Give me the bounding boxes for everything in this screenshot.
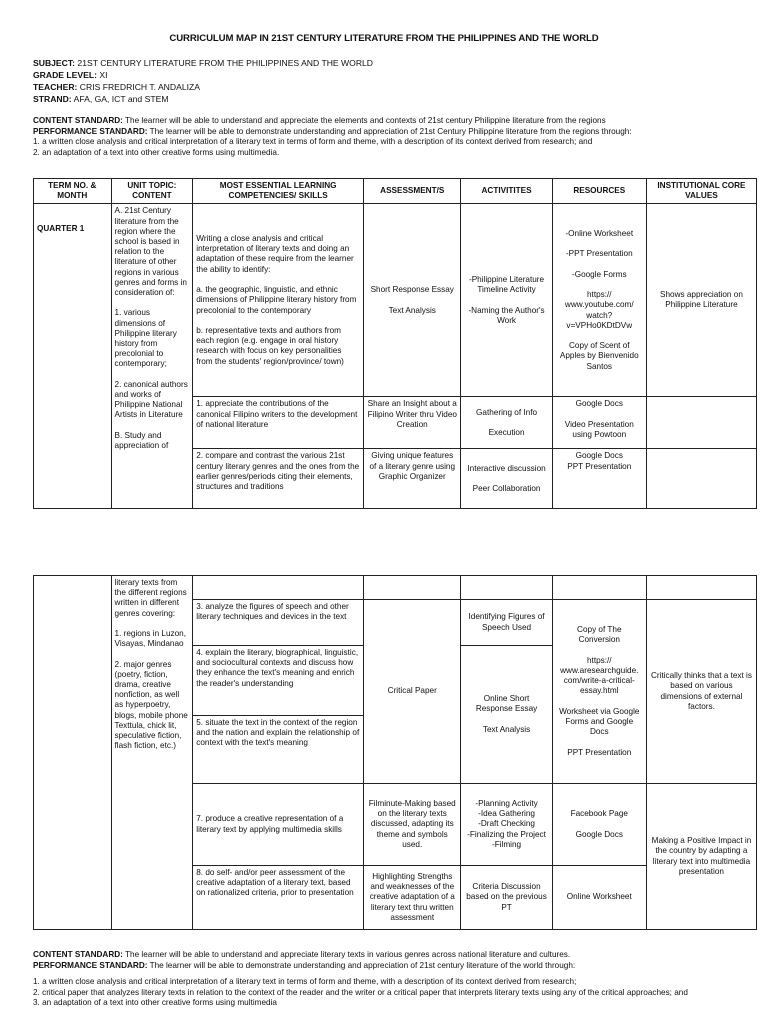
curriculum-table-1 bbox=[33, 178, 757, 509]
standard-item: 3. an adaptation of a text into other creative forms using multimedia bbox=[33, 998, 277, 1007]
content-standard: CONTENT STANDARD: The learner will be able to understand and appreciate literary texts in various genres across national literature and cultures. bbox=[33, 950, 571, 959]
core-values-cell: Critically thinks that a text is based on various dimensions of external factors. bbox=[646, 600, 756, 784]
performance-standard: PERFORMANCE STANDARD: The learner will be able to demonstrate understanding and appreciation of 21st Century Philippine literature from the regions through: bbox=[33, 126, 632, 136]
unit-topic-cell: A. 21st Century literature from the region where the school is based in relation to the literature of other regions in various genres and forms in consideration of: 1. various dimensions of Philippine literary history from precolonial to contemporary; 2. canonical authors and works of Philippine National Artists in Literature B. Study and appreciation of bbox=[111, 204, 193, 509]
competency-cell: Writing a close analysis and critical interpretation of literary texts and doing an adaptation of these require from the learner the ability to identify: a. the geographic, linguistic, and ethnic dimensions of Philippine literary history from precolonial to the contemporary b. representative texts and authors from each region (e.g. engage in oral history research with focus on key personalities from the students' region/province/ town) bbox=[193, 204, 364, 397]
resources-cell: Copy of The Conversion https:// www.aresearchguide. com/write-a-critical- essay.html Worksheet via Google Forms and Google Docs PPT Presentation bbox=[552, 600, 646, 784]
quarter2-standards bbox=[33, 950, 763, 1009]
assessment-cell: Short Response Essay Text Analysis bbox=[364, 204, 461, 397]
competency-cell: 1. appreciate the contributions of the canonical Filipino writers to the development of national literature bbox=[193, 397, 364, 449]
header-core-values: INSTITUTIONAL CORE VALUES bbox=[646, 179, 756, 204]
standard-item: 2. an adaptation of a text into other creative forms using multimedia. bbox=[33, 147, 280, 157]
assessment-cell: Critical Paper bbox=[364, 600, 461, 784]
activity-cell: -Philippine Literature Timeline Activity -Naming the Author's Work bbox=[461, 204, 552, 397]
strand-line: STRAND: AFA, GA, ICT and STEM bbox=[33, 94, 169, 104]
competency-cell: 7. produce a creative representation of a literary text by applying multimedia skills bbox=[193, 784, 364, 866]
teacher-line: TEACHER: CRIS FREDRICH T. ANDALIZA bbox=[33, 82, 200, 92]
activity-cell: Online Short Response Essay Text Analysis bbox=[461, 646, 552, 784]
content-standard: CONTENT STANDARD: The learner will be able to understand and appreciate the elements and contexts of 21st century Philippine literature from the regions bbox=[33, 116, 606, 125]
activity-cell: Gathering of Info Execution bbox=[461, 397, 552, 449]
assessment-cell: Share an Insight about a Filipino Writer thru Video Creation bbox=[364, 397, 461, 449]
standard-item: 1. a written close analysis and critical interpretation of a literary text in terms of form and theme, with a description of its context derived from research; and bbox=[33, 137, 593, 146]
resources-cell bbox=[552, 576, 646, 600]
header-activities: ACTIVITITES bbox=[461, 179, 552, 204]
competency-cell bbox=[193, 576, 364, 600]
competency-cell: 2. compare and contrast the various 21st century literary genres and the ones from the earlier genres/periods citing their elements, structures and traditions bbox=[193, 449, 364, 509]
assessment-cell bbox=[364, 576, 461, 600]
term-cell bbox=[34, 576, 112, 930]
assessment-cell: Giving unique features of a literary genre using Graphic Organizer bbox=[364, 449, 461, 509]
assessment-cell: Highlighting Strengths and weaknesses of the creative adaptation of a literary text thru written assessment bbox=[364, 866, 461, 930]
curriculum-table-2 bbox=[33, 575, 757, 930]
resources-cell: Google Docs Video Presentation using Powtoon bbox=[552, 397, 646, 449]
assessment-cell: Filminute-Making based on the literary texts discussed, adapting its theme and symbols used. bbox=[364, 784, 461, 866]
header-competencies: MOST ESSENTIAL LEARNING COMPETENCIES/ SKILLS bbox=[193, 179, 364, 204]
document-meta bbox=[33, 57, 373, 105]
core-values-cell bbox=[646, 397, 756, 449]
table-row bbox=[34, 576, 757, 600]
header-term: TERM NO. & MONTH bbox=[34, 179, 112, 204]
header-unit-topic: UNIT TOPIC: CONTENT bbox=[111, 179, 193, 204]
activity-cell: Identifying Figures of Speech Used bbox=[461, 600, 552, 646]
table-header-row bbox=[34, 179, 757, 204]
competency-cell: 4. explain the literary, biographical, linguistic, and sociocultural contexts and discuss how they enhance the text's meaning and enrich the reader's understanding bbox=[193, 646, 364, 716]
table-row bbox=[34, 204, 757, 397]
resources-cell: Facebook Page Google Docs bbox=[552, 784, 646, 866]
core-values-cell: Shows appreciation on Philippine Literature bbox=[646, 204, 756, 397]
header-resources: RESOURCES bbox=[552, 179, 646, 204]
unit-topic-cell: literary texts from the different regions written in different genres covering: 1. regions in Luzon, Visayas, Mindanao 2. major genres (poetry, fiction, drama, creative nonfiction, as well as hyperpoetry, blogs, mobile phone Texttula, chick lit, speculative fiction, flash fiction, etc.) bbox=[111, 576, 193, 930]
resources-cell: Google Docs PPT Presentation bbox=[552, 449, 646, 509]
activity-cell: Interactive discussion Peer Collaboration bbox=[461, 449, 552, 509]
standard-item: 2. critical paper that analyzes literary texts in relation to the context of the reader and the writer or a critical paper that interprets literary texts using any of the critical approaches; and bbox=[33, 987, 688, 997]
core-values-cell bbox=[646, 449, 756, 509]
competency-cell: 5. situate the text in the context of the region and the nation and explain the relationship of context with the text's meaning bbox=[193, 716, 364, 784]
term-cell: QUARTER 1 bbox=[34, 204, 112, 509]
quarter1-standards bbox=[33, 116, 753, 158]
header-assessment: ASSESSMENT/S bbox=[364, 179, 461, 204]
resources-cell: -Online Worksheet -PPT Presentation -Google Forms https:// www.youtube.com/ watch? v=VPHo0KDtDVw Copy of Scent of Apples by Bienvenido Santos bbox=[552, 204, 646, 397]
subject-line: SUBJECT: 21ST CENTURY LITERATURE FROM THE PHILIPPINES AND THE WORLD bbox=[33, 58, 374, 68]
activity-cell bbox=[461, 576, 552, 600]
competency-cell: 3. analyze the figures of speech and other literary techniques and devices in the text bbox=[193, 600, 364, 646]
core-values-cell bbox=[646, 576, 756, 600]
grade-line: GRADE LEVEL: XI bbox=[33, 70, 108, 80]
activity-cell: Criteria Discussion based on the previous PT bbox=[461, 866, 552, 930]
standard-item: 1. a written close analysis and critical interpretation of a literary text in terms of form and theme, with a description of its context derived from research; bbox=[33, 977, 577, 986]
page-title: CURRICULUM MAP IN 21ST CENTURY LITERATURE FROM THE PHILIPPINES AND THE WORLD bbox=[169, 33, 599, 44]
resources-cell: Online Worksheet bbox=[552, 866, 646, 930]
activity-cell: -Planning Activity -Idea Gathering -Draft Checking -Finalizing the Project -Filming bbox=[461, 784, 552, 866]
competency-cell: 8. do self- and/or peer assessment of the creative adaptation of a literary text, based on rationalized criteria, prior to presentation bbox=[193, 866, 364, 930]
performance-standard: PERFORMANCE STANDARD: The learner will be able to demonstrate understanding and appreciation of 21st century literature of the world through: bbox=[33, 960, 576, 970]
core-values-cell: Making a Positive Impact in the country by adapting a literary text into multimedia presentation bbox=[646, 784, 756, 930]
